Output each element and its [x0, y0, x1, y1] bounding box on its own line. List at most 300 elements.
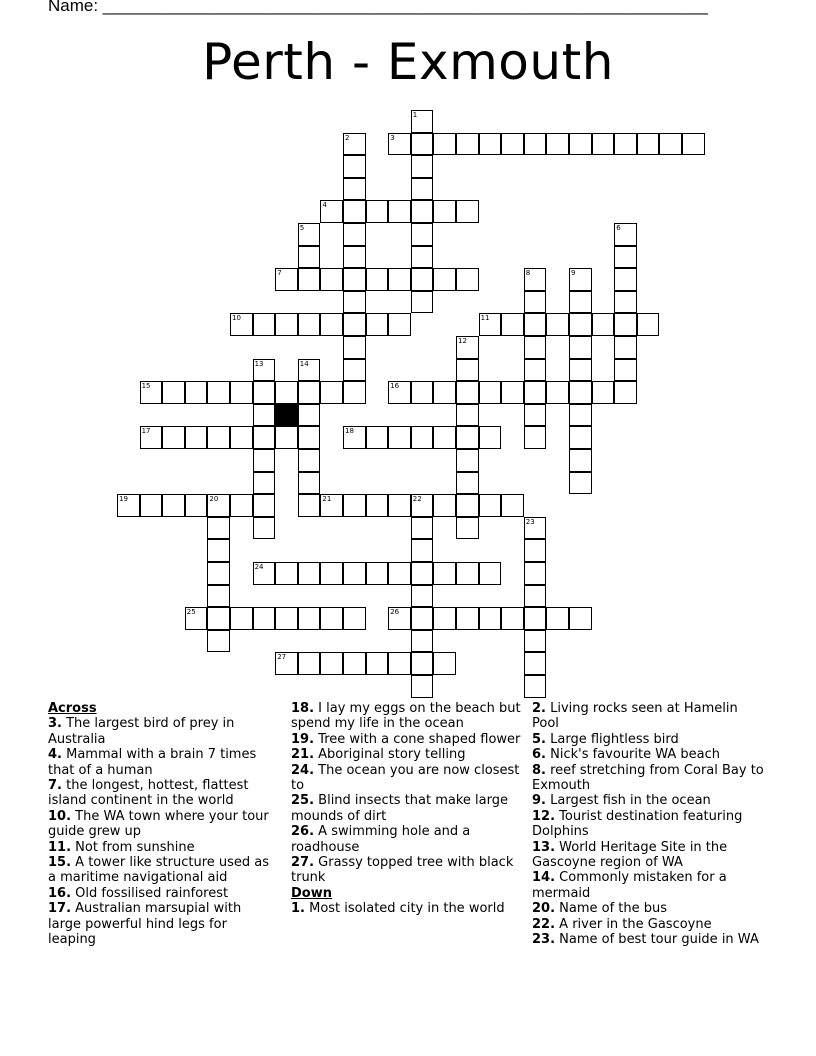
cell-number: 12 — [458, 337, 467, 345]
clue-number: 26. — [291, 824, 315, 840]
grid-cell[interactable] — [524, 359, 547, 382]
grid-cell[interactable] — [524, 336, 547, 359]
grid-cell[interactable] — [524, 652, 547, 675]
clue-item — [291, 763, 521, 794]
grid-cell[interactable] — [637, 313, 660, 336]
grid-cell[interactable] — [185, 426, 208, 449]
clue-number: 9. — [532, 793, 546, 809]
grid-cell[interactable] — [569, 291, 592, 314]
grid-cell[interactable] — [433, 562, 456, 585]
grid-cell[interactable] — [388, 268, 411, 291]
cell-number: 18 — [345, 427, 354, 436]
grid-cell[interactable] — [659, 133, 682, 156]
grid-cell[interactable] — [343, 494, 366, 517]
grid-cell[interactable] — [546, 381, 569, 404]
grid-cell[interactable] — [253, 472, 276, 495]
grid-cell[interactable] — [592, 381, 615, 404]
grid-cell[interactable] — [253, 426, 276, 449]
grid-cell[interactable] — [275, 381, 298, 404]
clue-item — [291, 732, 521, 747]
grid-cell[interactable] — [546, 133, 569, 156]
grid-cell[interactable] — [343, 359, 366, 382]
clue-text: Australian marsupial with large powerful hind legs for leaping — [48, 901, 242, 948]
grid-cell[interactable] — [501, 607, 524, 630]
grid-cell[interactable] — [569, 404, 592, 427]
clue-item — [291, 855, 521, 886]
grid-cell[interactable] — [456, 426, 479, 449]
grid-cell[interactable] — [501, 381, 524, 404]
grid-cell[interactable] — [411, 223, 434, 246]
grid-cell[interactable] — [456, 359, 479, 382]
clue-column-3 — [532, 701, 768, 948]
clue-item — [532, 763, 768, 794]
grid-cell[interactable] — [411, 517, 434, 540]
grid-cell[interactable] — [456, 607, 479, 630]
grid-cell[interactable] — [320, 607, 343, 630]
grid-cell[interactable] — [320, 381, 343, 404]
grid-cell[interactable] — [433, 426, 456, 449]
clue-number: 11. — [48, 839, 72, 855]
cell-number: 16 — [390, 382, 400, 391]
grid-cell[interactable] — [253, 517, 276, 540]
grid-cell[interactable] — [479, 562, 502, 585]
grid-cell[interactable] — [388, 426, 411, 449]
grid-cell[interactable] — [298, 652, 321, 675]
grid-cell[interactable] — [614, 313, 637, 336]
clue-number: 7. — [48, 778, 62, 794]
grid-cell[interactable] — [388, 200, 411, 223]
grid-cell[interactable] — [569, 449, 592, 472]
grid-cell[interactable] — [614, 291, 637, 314]
grid-cell[interactable] — [411, 200, 434, 223]
grid-cell[interactable] — [411, 291, 434, 314]
clue-item — [291, 701, 521, 732]
grid-cell[interactable] — [343, 381, 366, 404]
grid-cell[interactable] — [456, 449, 479, 472]
grid-cell[interactable] — [388, 381, 411, 404]
name-field[interactable]: Name: ________________________________________________________________ — [48, 0, 708, 15]
clue-item — [291, 901, 521, 916]
grid-cell[interactable] — [298, 359, 321, 382]
grid-cell[interactable] — [366, 426, 389, 449]
clue-number: 19. — [291, 731, 315, 747]
grid-cell[interactable] — [524, 381, 547, 404]
grid-cell[interactable] — [207, 494, 230, 517]
grid-cell[interactable] — [479, 607, 502, 630]
grid-cell[interactable] — [524, 268, 547, 291]
clue-text: Largest fish in the ocean — [545, 793, 711, 809]
cell-number: 14 — [299, 359, 309, 368]
clue-item — [48, 778, 276, 809]
clue-item — [48, 901, 276, 947]
clue-number: 13. — [532, 839, 556, 855]
grid-cell[interactable] — [230, 494, 253, 517]
grid-cell[interactable] — [569, 313, 592, 336]
grid-cell[interactable] — [411, 426, 434, 449]
grid-cell[interactable] — [253, 562, 276, 585]
grid-cell[interactable] — [456, 562, 479, 585]
clue-number: 10. — [48, 808, 72, 824]
grid-cell[interactable] — [275, 268, 298, 291]
grid-cell[interactable] — [569, 268, 592, 291]
grid-cell[interactable] — [614, 223, 637, 246]
grid-cell[interactable] — [298, 494, 321, 517]
cell-number: 26 — [390, 608, 400, 617]
grid-cell[interactable] — [207, 630, 230, 653]
cell-number: 17 — [141, 427, 151, 436]
clue-item — [532, 747, 768, 762]
grid-cell[interactable] — [479, 381, 502, 404]
grid-cell[interactable] — [433, 200, 456, 223]
grid-cell[interactable] — [320, 494, 343, 517]
grid-cell[interactable] — [185, 494, 208, 517]
grid-cell[interactable] — [343, 155, 366, 178]
grid-cell[interactable] — [456, 494, 479, 517]
grid-cell[interactable] — [524, 517, 547, 540]
grid-cell[interactable] — [343, 607, 366, 630]
grid-cell[interactable] — [524, 585, 547, 608]
down-heading: Down — [291, 885, 332, 901]
grid-cell[interactable] — [185, 381, 208, 404]
grid-cell[interactable] — [298, 472, 321, 495]
grid-cell[interactable] — [411, 246, 434, 269]
cell-number: 15 — [141, 382, 151, 391]
grid-cell[interactable] — [524, 404, 547, 427]
grid-cell[interactable] — [320, 652, 343, 675]
clue-number: 15. — [48, 855, 72, 871]
grid-cell[interactable] — [524, 539, 547, 562]
clue-text: Not from sunshine — [71, 839, 195, 855]
grid-cell[interactable] — [275, 607, 298, 630]
clue-text: Name of the bus — [555, 901, 668, 917]
clue-number: 6. — [532, 747, 546, 763]
clue-text: Tourist destination featuring Dolphins — [532, 808, 743, 840]
clue-item — [532, 793, 768, 808]
grid-cell[interactable] — [298, 562, 321, 585]
clue-text: The WA town where your tour guide grew up — [48, 808, 269, 840]
grid-cell[interactable] — [207, 517, 230, 540]
grid-cell[interactable] — [117, 494, 140, 517]
grid-cell[interactable] — [298, 223, 321, 246]
cell-number: 7 — [277, 269, 282, 278]
cell-number: 23 — [525, 517, 535, 526]
clue-text: Commonly mistaken for a mermaid — [532, 870, 727, 901]
grid-cell[interactable] — [253, 494, 276, 517]
clue-item — [291, 824, 521, 855]
grid-cell[interactable] — [366, 494, 389, 517]
grid-cell[interactable] — [569, 133, 592, 156]
grid-cell[interactable] — [320, 200, 343, 223]
grid-cell[interactable] — [433, 133, 456, 156]
grid-cell[interactable] — [298, 404, 321, 427]
grid-cell[interactable] — [253, 381, 276, 404]
grid-cell[interactable] — [411, 178, 434, 201]
clue-text: Old fossilised rainforest — [71, 885, 229, 901]
grid-cell[interactable] — [433, 268, 456, 291]
grid-cell[interactable] — [366, 652, 389, 675]
clue-number: 8. — [532, 762, 546, 778]
grid-cell[interactable] — [433, 607, 456, 630]
grid-cell[interactable] — [207, 562, 230, 585]
grid-cell[interactable] — [162, 381, 185, 404]
clue-number: 20. — [532, 901, 556, 917]
cell-number: 8 — [525, 269, 531, 278]
grid-cell[interactable] — [366, 268, 389, 291]
grid-cell[interactable] — [637, 133, 660, 156]
grid-cell[interactable] — [207, 607, 230, 630]
grid-cell[interactable] — [343, 291, 366, 314]
grid-cell[interactable] — [320, 268, 343, 291]
grid-cell[interactable] — [343, 426, 366, 449]
grid-cell[interactable] — [524, 675, 547, 698]
grid-cell[interactable] — [411, 675, 434, 698]
grid-cell[interactable] — [253, 607, 276, 630]
grid-cell[interactable] — [388, 562, 411, 585]
grid-cell[interactable] — [140, 494, 163, 517]
grid-cell[interactable] — [275, 313, 298, 336]
clue-item — [532, 840, 768, 871]
grid-cell[interactable] — [479, 494, 502, 517]
clue-text: Grassy topped tree with black trunk — [291, 855, 514, 886]
grid-cell[interactable] — [366, 200, 389, 223]
cell-number: 10 — [232, 314, 241, 323]
grid-cell[interactable] — [411, 652, 434, 675]
grid-cell[interactable] — [140, 381, 163, 404]
grid-cell[interactable] — [411, 539, 434, 562]
clue-item — [532, 870, 768, 901]
clue-number: 17. — [48, 901, 72, 917]
clue-text: The largest bird of prey in Australia — [48, 716, 235, 747]
grid-cell[interactable] — [501, 313, 524, 336]
clue-item — [48, 809, 276, 840]
grid-cell[interactable] — [343, 336, 366, 359]
grid-cell[interactable] — [343, 200, 366, 223]
grid-cell[interactable] — [592, 133, 615, 156]
clue-text: A river in the Gascoyne — [555, 916, 712, 932]
grid-cell[interactable] — [456, 133, 479, 156]
clue-item — [532, 901, 768, 916]
grid-cell[interactable] — [433, 494, 456, 517]
grid-cell[interactable] — [230, 426, 253, 449]
grid-cell[interactable] — [343, 313, 366, 336]
grid-cell[interactable] — [524, 313, 547, 336]
clue-number: 1. — [291, 901, 305, 917]
cell-number: 2 — [345, 133, 350, 142]
cell-number: 1 — [412, 111, 418, 119]
grid-cell[interactable] — [411, 630, 434, 653]
grid-cell[interactable] — [524, 630, 547, 653]
clue-item — [532, 932, 768, 947]
cell-number: 11 — [480, 314, 490, 323]
grid-cell[interactable] — [388, 607, 411, 630]
grid-cell[interactable] — [569, 607, 592, 630]
grid-cell[interactable] — [433, 381, 456, 404]
grid-cell[interactable] — [343, 178, 366, 201]
grid-cell[interactable] — [411, 133, 434, 156]
clue-item — [291, 793, 521, 824]
grid-cell[interactable] — [614, 268, 637, 291]
clue-text: Nick's favourite WA beach — [545, 747, 720, 763]
clue-text: Blind insects that make large mounds of dirt — [291, 793, 509, 824]
grid-cell[interactable] — [411, 381, 434, 404]
cell-number: 22 — [412, 495, 422, 504]
grid-cell[interactable] — [614, 133, 637, 156]
cell-number: 4 — [322, 201, 327, 210]
grid-cell[interactable] — [456, 268, 479, 291]
grid-cell[interactable] — [298, 313, 321, 336]
grid-cell[interactable] — [230, 313, 253, 336]
clue-number: 5. — [532, 731, 546, 747]
grid-cell[interactable] — [275, 426, 298, 449]
clue-number: 12. — [532, 808, 556, 824]
clue-item — [48, 855, 276, 886]
clue-number: 3. — [48, 716, 62, 732]
clue-item — [532, 809, 768, 840]
grid-cell[interactable] — [501, 494, 524, 517]
grid-cell[interactable] — [343, 268, 366, 291]
grid-cell[interactable] — [524, 426, 547, 449]
grid-cell[interactable] — [569, 472, 592, 495]
grid-cell[interactable] — [524, 562, 547, 585]
grid-cell[interactable] — [253, 404, 276, 427]
grid-cell[interactable] — [614, 246, 637, 269]
grid-cell[interactable] — [185, 607, 208, 630]
clue-item — [532, 917, 768, 932]
clue-text: The ocean you are now closest to — [291, 762, 520, 794]
grid-cell[interactable] — [253, 359, 276, 382]
clue-text: Tree with a cone shaped flower — [314, 731, 521, 747]
grid-cell[interactable] — [569, 359, 592, 382]
grid-cell[interactable] — [614, 336, 637, 359]
clue-text: reef stretching from Coral Bay to Exmouth — [532, 762, 764, 794]
grid-cell[interactable] — [524, 133, 547, 156]
grid-cell[interactable] — [343, 223, 366, 246]
across-heading: Across — [48, 701, 97, 716]
grid-cell[interactable] — [162, 426, 185, 449]
grid-cell[interactable] — [592, 313, 615, 336]
clue-number: 2. — [532, 701, 546, 716]
clue-item — [532, 701, 768, 732]
grid-cell[interactable] — [456, 336, 479, 359]
clue-item — [48, 716, 276, 747]
cell-number: 6 — [616, 224, 621, 232]
grid-cell[interactable] — [343, 652, 366, 675]
grid-cell[interactable] — [388, 652, 411, 675]
grid-cell[interactable] — [546, 313, 569, 336]
grid-cell[interactable] — [230, 381, 253, 404]
grid-cell[interactable] — [479, 426, 502, 449]
clue-text: Name of best tour guide in WA — [555, 932, 759, 948]
grid-cell[interactable] — [366, 313, 389, 336]
grid-cell[interactable] — [411, 155, 434, 178]
clue-column-1 — [48, 701, 276, 948]
grid-cell[interactable] — [275, 652, 298, 675]
grid-cell[interactable] — [411, 110, 434, 133]
grid-cell[interactable] — [569, 381, 592, 404]
grid-cell[interactable] — [343, 133, 366, 156]
cell-number: 20 — [209, 495, 219, 504]
grid-cell[interactable] — [456, 517, 479, 540]
grid-cell[interactable] — [275, 562, 298, 585]
grid-cell[interactable] — [253, 313, 276, 336]
grid-cell[interactable] — [230, 607, 253, 630]
grid-cell[interactable] — [162, 494, 185, 517]
grid-cell[interactable] — [411, 268, 434, 291]
clue-number: 16. — [48, 885, 72, 901]
grid-cell[interactable] — [388, 313, 411, 336]
grid-cell[interactable] — [682, 133, 705, 156]
cell-number: 3 — [390, 133, 395, 142]
grid-cell[interactable] — [546, 607, 569, 630]
grid-cell[interactable] — [298, 268, 321, 291]
clue-item — [48, 747, 276, 778]
grid-cell[interactable] — [479, 313, 502, 336]
grid-cell[interactable] — [524, 291, 547, 314]
grid-cell[interactable] — [298, 426, 321, 449]
grid-cell[interactable] — [569, 426, 592, 449]
grid-cell[interactable] — [320, 562, 343, 585]
grid-cell[interactable] — [614, 359, 637, 382]
grid-cell[interactable] — [456, 472, 479, 495]
clue-text: A swimming hole and a roadhouse — [291, 824, 471, 855]
grid-cell[interactable] — [298, 381, 321, 404]
grid-cell[interactable] — [298, 607, 321, 630]
grid-cell[interactable] — [140, 426, 163, 449]
cell-number: 21 — [322, 495, 332, 504]
clue-text: I lay my eggs on the beach but spend my life in the ocean — [291, 701, 521, 732]
grid-cell[interactable] — [479, 133, 502, 156]
grid-cell[interactable] — [456, 381, 479, 404]
clue-text: World Heritage Site in the Gascoyne region of WA — [532, 839, 728, 871]
grid-cell[interactable] — [207, 381, 230, 404]
cell-number: 19 — [119, 495, 128, 504]
grid-cell[interactable] — [366, 562, 389, 585]
page-title: Perth - Exmouth — [202, 33, 614, 91]
cell-number: 24 — [254, 563, 264, 571]
grid-cell[interactable] — [411, 585, 434, 608]
clue-text: Most isolated city in the world — [304, 901, 505, 917]
grid-cell[interactable] — [207, 585, 230, 608]
grid-cell[interactable] — [411, 607, 434, 630]
clue-item — [48, 840, 276, 855]
grid-cell[interactable] — [569, 336, 592, 359]
clue-number: 18. — [291, 701, 315, 716]
grid-cell[interactable] — [207, 426, 230, 449]
clue-text: Aboriginal story telling — [314, 747, 466, 763]
grid-cell[interactable] — [388, 494, 411, 517]
grid-cell[interactable] — [456, 404, 479, 427]
grid-cell[interactable] — [433, 652, 456, 675]
grid-cell[interactable] — [343, 246, 366, 269]
grid-cell[interactable] — [456, 200, 479, 223]
grid-cell[interactable] — [524, 607, 547, 630]
grid-cell[interactable] — [298, 449, 321, 472]
grid-cell[interactable] — [320, 313, 343, 336]
clue-number: 21. — [291, 747, 315, 763]
clue-text: Mammal with a brain 7 times that of a human — [48, 747, 257, 778]
grid-cell[interactable] — [343, 562, 366, 585]
grid-cell[interactable] — [388, 133, 411, 156]
grid-cell[interactable] — [501, 133, 524, 156]
grid-cell[interactable] — [298, 246, 321, 269]
clue-text: the longest, hottest, flattest island continent in the world — [48, 778, 249, 809]
grid-cell[interactable] — [614, 381, 637, 404]
black-cell — [275, 404, 298, 427]
grid-cell[interactable] — [411, 562, 434, 585]
grid-cell[interactable] — [253, 449, 276, 472]
grid-cell[interactable] — [207, 539, 230, 562]
grid-cell[interactable] — [411, 494, 434, 517]
